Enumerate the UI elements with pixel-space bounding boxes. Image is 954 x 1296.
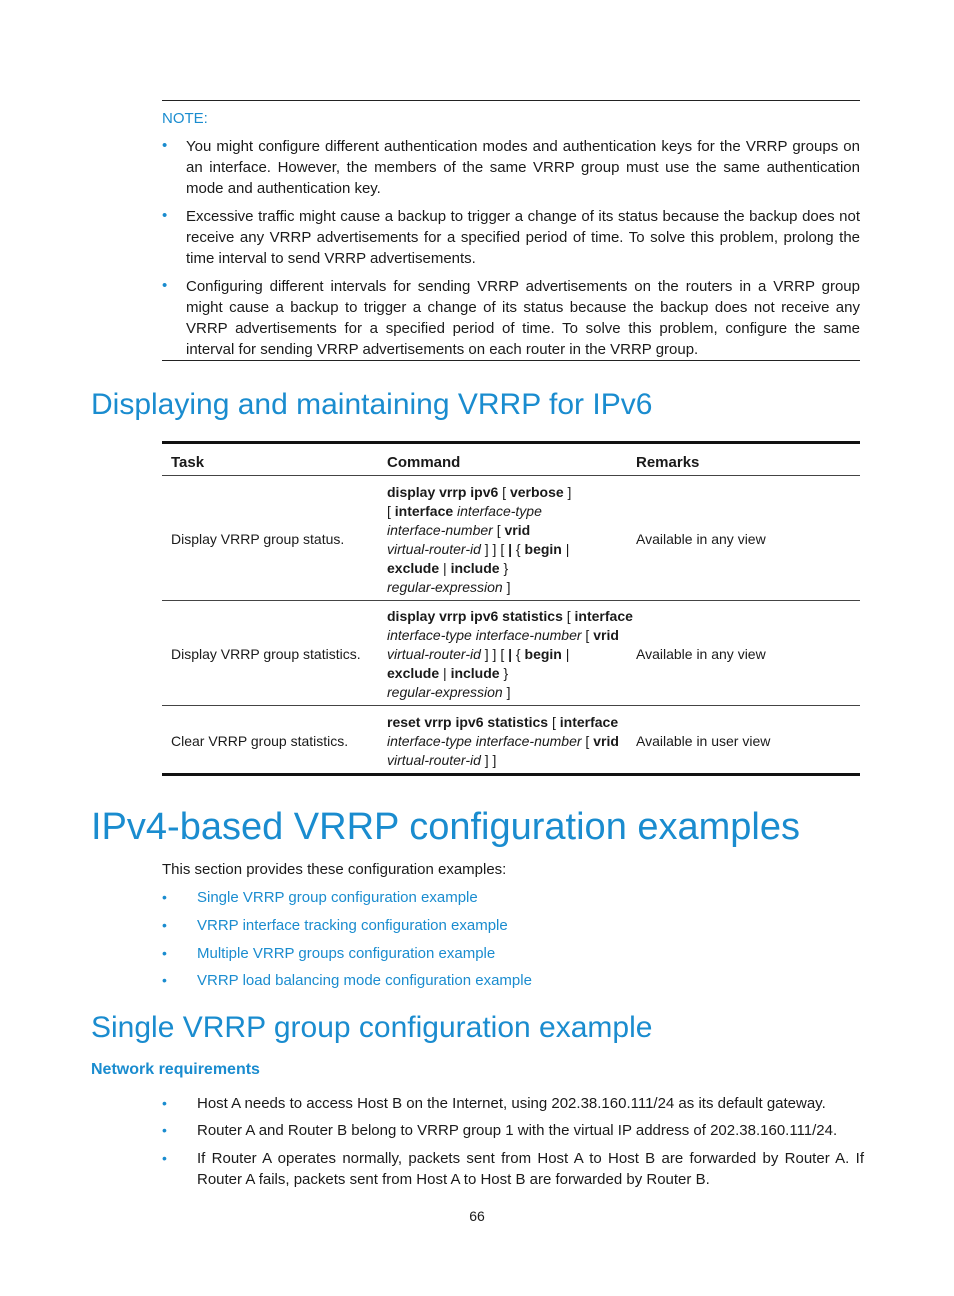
command-syntax: ] xyxy=(563,484,572,500)
command-line xyxy=(387,483,627,502)
command-keyword: interface xyxy=(394,503,454,519)
bullet-icon: • xyxy=(162,1095,167,1111)
link-single-vrrp[interactable]: Single VRRP group configuration example xyxy=(197,889,478,906)
command-keyword: exclude xyxy=(387,560,440,576)
command-argument: interface-type interface-number xyxy=(387,627,582,643)
command-line xyxy=(387,559,627,578)
command-table xyxy=(162,441,860,776)
table-row xyxy=(162,601,860,706)
page-number: 66 xyxy=(469,1208,485,1224)
command-keyword: display vrrp ipv6 statistics xyxy=(387,608,563,624)
command-line xyxy=(387,713,627,732)
table-cell-task: Clear VRRP group statistics. xyxy=(171,733,349,749)
command-syntax: ] xyxy=(502,579,511,595)
section-heading-ipv4: IPv4-based VRRP configuration examples xyxy=(91,806,801,848)
command-syntax: ] ] [ xyxy=(480,541,509,557)
command-argument: interface-type xyxy=(453,503,542,519)
command-syntax: [ xyxy=(562,608,575,624)
list-item xyxy=(162,1120,864,1141)
note-box xyxy=(162,100,860,361)
command-syntax: [ xyxy=(492,522,505,538)
command-argument: regular-expression xyxy=(387,684,503,700)
table-cell-command xyxy=(387,607,633,702)
note-item-text: You might configure different authentication modes and authentication keys for the VRRP groups on an interface. However, the members of the same VRRP group must use the same authentication mode and authentication key. xyxy=(186,138,860,197)
section-heading-display: Displaying and maintaining VRRP for IPv6 xyxy=(91,388,653,421)
command-syntax: } xyxy=(499,665,509,681)
link-multiple-groups[interactable]: Multiple VRRP groups configuration example xyxy=(197,945,496,962)
command-keyword: display vrrp ipv6 xyxy=(387,484,499,500)
command-line xyxy=(387,607,633,626)
note-item-text: Configuring different intervals for sending VRRP advertisements on the routers in a VRRP group might cause a backup to trigger a change of its status because the backup does not receive any VRRP advertisements for a specified period of time. To solve this problem, configure the same interval for sending VRRP advertisements on each router in the VRRP group. xyxy=(186,278,860,358)
intro-text: This section provides these configuration examples: xyxy=(162,861,507,878)
command-line xyxy=(387,626,627,645)
command-syntax: } xyxy=(499,560,509,576)
command-syntax: ] xyxy=(502,684,511,700)
command-keyword: vrid xyxy=(504,522,531,538)
command-argument: virtual-router-id xyxy=(387,646,481,662)
link-interface-tracking[interactable]: VRRP interface tracking configuration example xyxy=(197,917,508,934)
bullet-icon: • xyxy=(162,1150,167,1166)
command-syntax: | xyxy=(561,541,570,557)
table-header-task: Task xyxy=(171,454,205,471)
table-cell-command xyxy=(387,483,627,597)
command-argument: interface-type interface-number xyxy=(387,733,582,749)
command-syntax: [ xyxy=(548,714,560,730)
command-line xyxy=(387,645,627,664)
note-item-text: Excessive traffic might cause a backup to trigger a change of its status because the backup does not receive any VRRP advertisements for a specified period of time. To solve this problem, prolong the time interval to send VRRP advertisements. xyxy=(186,208,860,267)
note-item xyxy=(162,206,860,269)
command-argument: virtual-router-id xyxy=(387,752,481,768)
bullet-icon: • xyxy=(162,917,167,933)
table-row xyxy=(162,706,860,773)
command-syntax: ] ] xyxy=(480,752,497,768)
command-keyword: interface xyxy=(574,608,633,624)
note-item xyxy=(162,276,860,360)
command-line xyxy=(387,664,627,683)
table-row xyxy=(162,476,860,601)
requirement-text: Host A needs to access Host B on the Internet, using 202.38.160.111/24 as its default gateway. xyxy=(197,1095,826,1112)
bullet-icon: • xyxy=(162,137,168,154)
command-syntax: | xyxy=(439,560,451,576)
list-item xyxy=(162,1148,864,1190)
command-syntax: [ xyxy=(581,733,594,749)
command-syntax: | xyxy=(561,646,570,662)
command-syntax: | xyxy=(439,665,451,681)
command-syntax: ] ] [ xyxy=(480,646,509,662)
table-header-command: Command xyxy=(387,454,461,471)
requirement-text: If Router A operates normally, packets sent from Host A to Host B are forwarded by Router A. If Router A fails, packets sent from Host A to Host B are forwarded by Router B. xyxy=(197,1150,864,1188)
command-keyword: exclude xyxy=(387,665,440,681)
table-cell-remarks: Available in user view xyxy=(636,733,771,749)
note-item xyxy=(162,136,860,199)
command-line xyxy=(387,751,627,770)
table-header-remarks: Remarks xyxy=(636,454,700,471)
requirement-text: Router A and Router B belong to VRRP group 1 with the virtual IP address of 202.38.160.111/24. xyxy=(197,1122,838,1139)
command-line xyxy=(387,540,627,559)
command-syntax: [ xyxy=(387,503,395,519)
command-keyword: begin xyxy=(524,541,562,557)
command-keyword: verbose xyxy=(509,484,564,500)
bullet-icon: • xyxy=(162,889,167,905)
section-heading-single: Single VRRP group configuration example xyxy=(91,1011,653,1044)
command-line xyxy=(387,732,627,751)
command-line xyxy=(387,683,627,702)
command-keyword: begin xyxy=(524,646,562,662)
table-header-row xyxy=(162,444,860,476)
command-keyword: vrid xyxy=(593,627,619,643)
table-cell-command xyxy=(387,713,627,770)
command-argument: regular-expression xyxy=(387,579,503,595)
command-syntax: { xyxy=(512,646,525,662)
bullet-icon: • xyxy=(162,945,167,961)
link-load-balancing[interactable]: VRRP load balancing mode configuration example xyxy=(197,972,532,989)
command-argument: virtual-router-id xyxy=(387,541,481,557)
bullet-icon: • xyxy=(162,1122,167,1138)
command-keyword: vrid xyxy=(593,733,619,749)
command-argument: interface-number xyxy=(387,522,493,538)
command-keyword: | xyxy=(508,541,513,557)
table-cell-task: Display VRRP group statistics. xyxy=(171,646,361,662)
subheading-network-requirements: Network requirements xyxy=(91,1061,260,1078)
command-syntax: { xyxy=(512,541,525,557)
command-keyword: include xyxy=(450,665,500,681)
table-cell-remarks: Available in any view xyxy=(636,646,766,662)
bullet-icon: • xyxy=(162,972,167,988)
command-keyword: | xyxy=(508,646,513,662)
command-keyword: include xyxy=(450,560,500,576)
command-line xyxy=(387,521,627,540)
command-syntax: [ xyxy=(498,484,510,500)
bullet-icon: • xyxy=(162,207,168,224)
table-cell-remarks: Available in any view xyxy=(636,531,766,547)
command-line xyxy=(387,578,627,597)
command-syntax: [ xyxy=(581,627,594,643)
list-item xyxy=(162,1093,864,1114)
table-cell-task: Display VRRP group status. xyxy=(171,531,345,547)
command-keyword: interface xyxy=(559,714,619,730)
command-keyword: reset vrrp ipv6 statistics xyxy=(387,714,549,730)
note-label: NOTE: xyxy=(162,110,208,127)
bullet-icon: • xyxy=(162,277,168,294)
command-line xyxy=(387,502,627,521)
